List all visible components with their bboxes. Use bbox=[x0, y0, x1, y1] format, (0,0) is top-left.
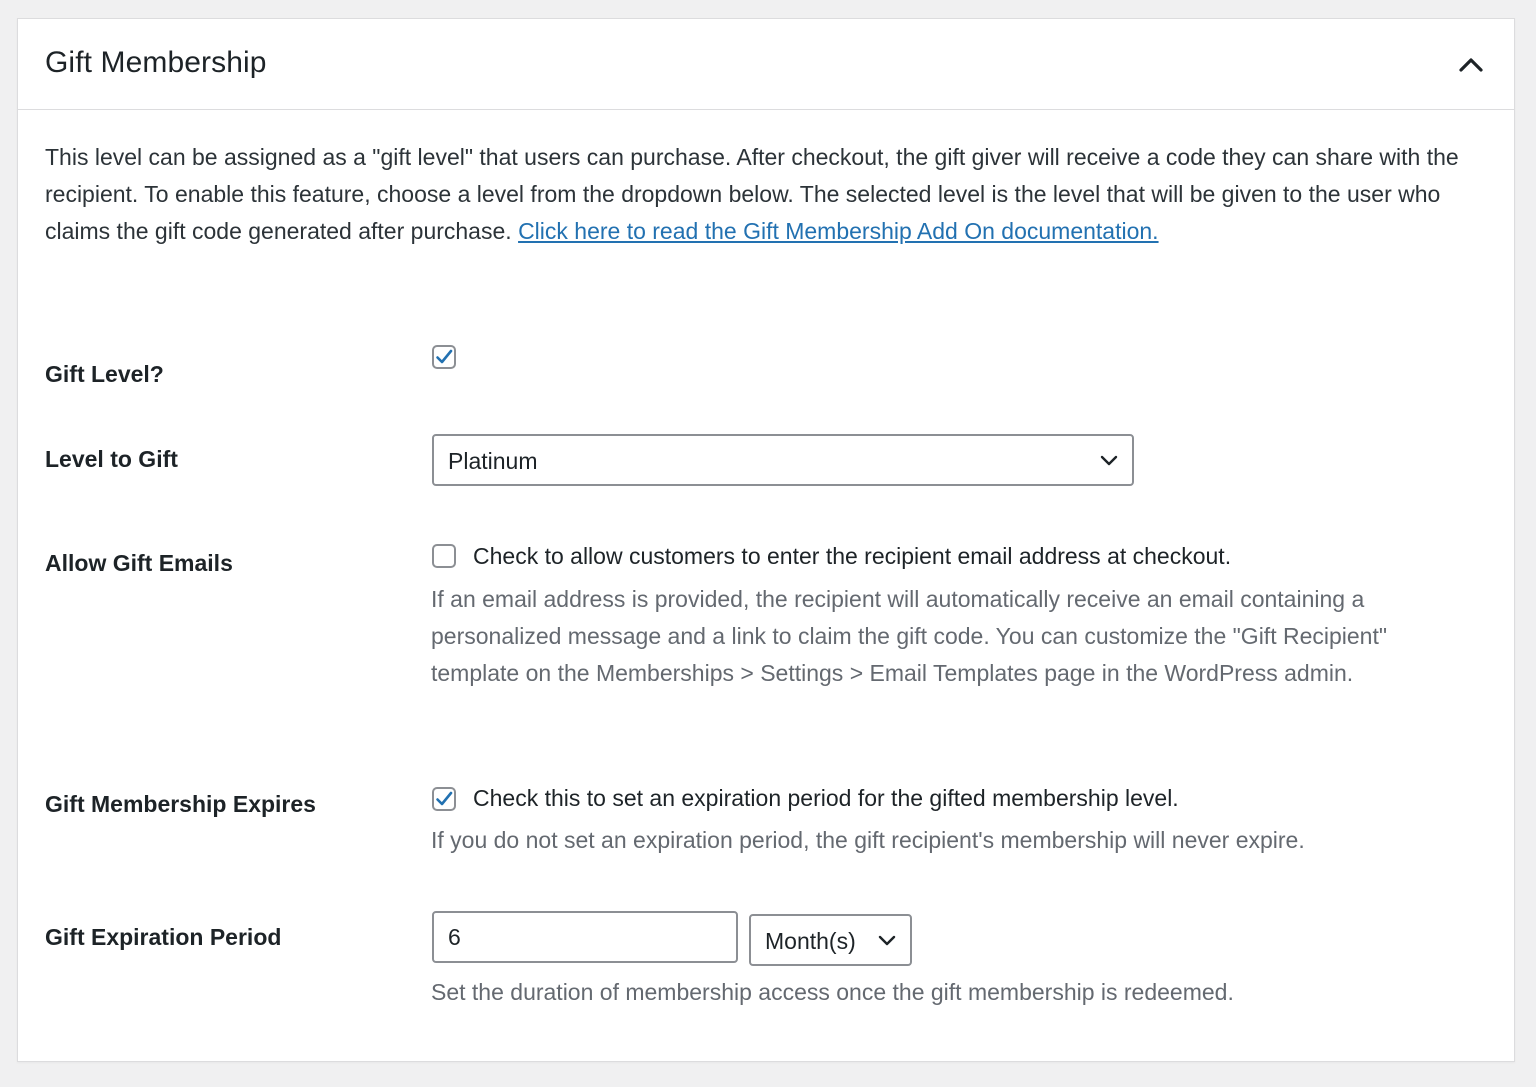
allow-gift-emails-checkbox[interactable] bbox=[432, 544, 456, 568]
panel-header bbox=[18, 19, 1514, 110]
gift-level-label: Gift Level? bbox=[45, 361, 164, 387]
expiration-period-value: Month(s) bbox=[765, 928, 856, 954]
gift-membership-panel bbox=[17, 18, 1515, 1062]
level-to-gift-label: Level to Gift bbox=[45, 446, 178, 472]
allow-gift-emails-description: If an email address is provided, the recipient will automatically receive an email containing a personalized message and a link to claim the gift code. You can customize the "Gift Recipient" template on the Memberships > Settings > Email Templates page in the WordPress admin. bbox=[431, 586, 1388, 686]
chevron-down-icon bbox=[1100, 453, 1118, 471]
gift-membership-expires-description: If you do not set an expiration period, the gift recipient's membership will never expire. bbox=[431, 827, 1305, 853]
gift-expiration-period-label: Gift Expiration Period bbox=[45, 924, 282, 950]
gift-membership-expires-label: Gift Membership Expires bbox=[45, 791, 316, 817]
expiration-period-select[interactable] bbox=[749, 914, 912, 966]
intro-body: This level can be assigned as a "gift level" that users can purchase. After checkout, the gift giver will receive a code they can share with the recipient. To enable this feature, choose a level from the dropdown below. The selected level is the level that will be given to the user who claims the gift code generated after purchase. bbox=[45, 144, 1459, 244]
collapse-panel-button[interactable] bbox=[1450, 45, 1492, 85]
panel-title: Gift Membership bbox=[45, 46, 267, 79]
expiration-number-input[interactable] bbox=[432, 911, 738, 963]
gift-membership-expires-checkbox[interactable] bbox=[432, 787, 456, 811]
intro-text bbox=[45, 139, 1493, 250]
gift-membership-expires-checkbox-text: Check this to set an expiration period for the gifted membership level. bbox=[473, 785, 1179, 811]
documentation-link[interactable]: Click here to read the Gift Membership Add On documentation. bbox=[518, 218, 1159, 244]
gift-level-checkbox[interactable] bbox=[432, 345, 456, 369]
allow-gift-emails-label: Allow Gift Emails bbox=[45, 550, 233, 576]
chevron-up-icon bbox=[1450, 57, 1492, 73]
chevron-down-icon bbox=[878, 933, 896, 951]
level-to-gift-value: Platinum bbox=[448, 448, 538, 474]
allow-gift-emails-checkbox-text: Check to allow customers to enter the recipient email address at checkout. bbox=[473, 543, 1232, 569]
level-to-gift-select[interactable] bbox=[432, 434, 1134, 486]
gift-expiration-period-description: Set the duration of membership access once the gift membership is redeemed. bbox=[431, 979, 1234, 1005]
